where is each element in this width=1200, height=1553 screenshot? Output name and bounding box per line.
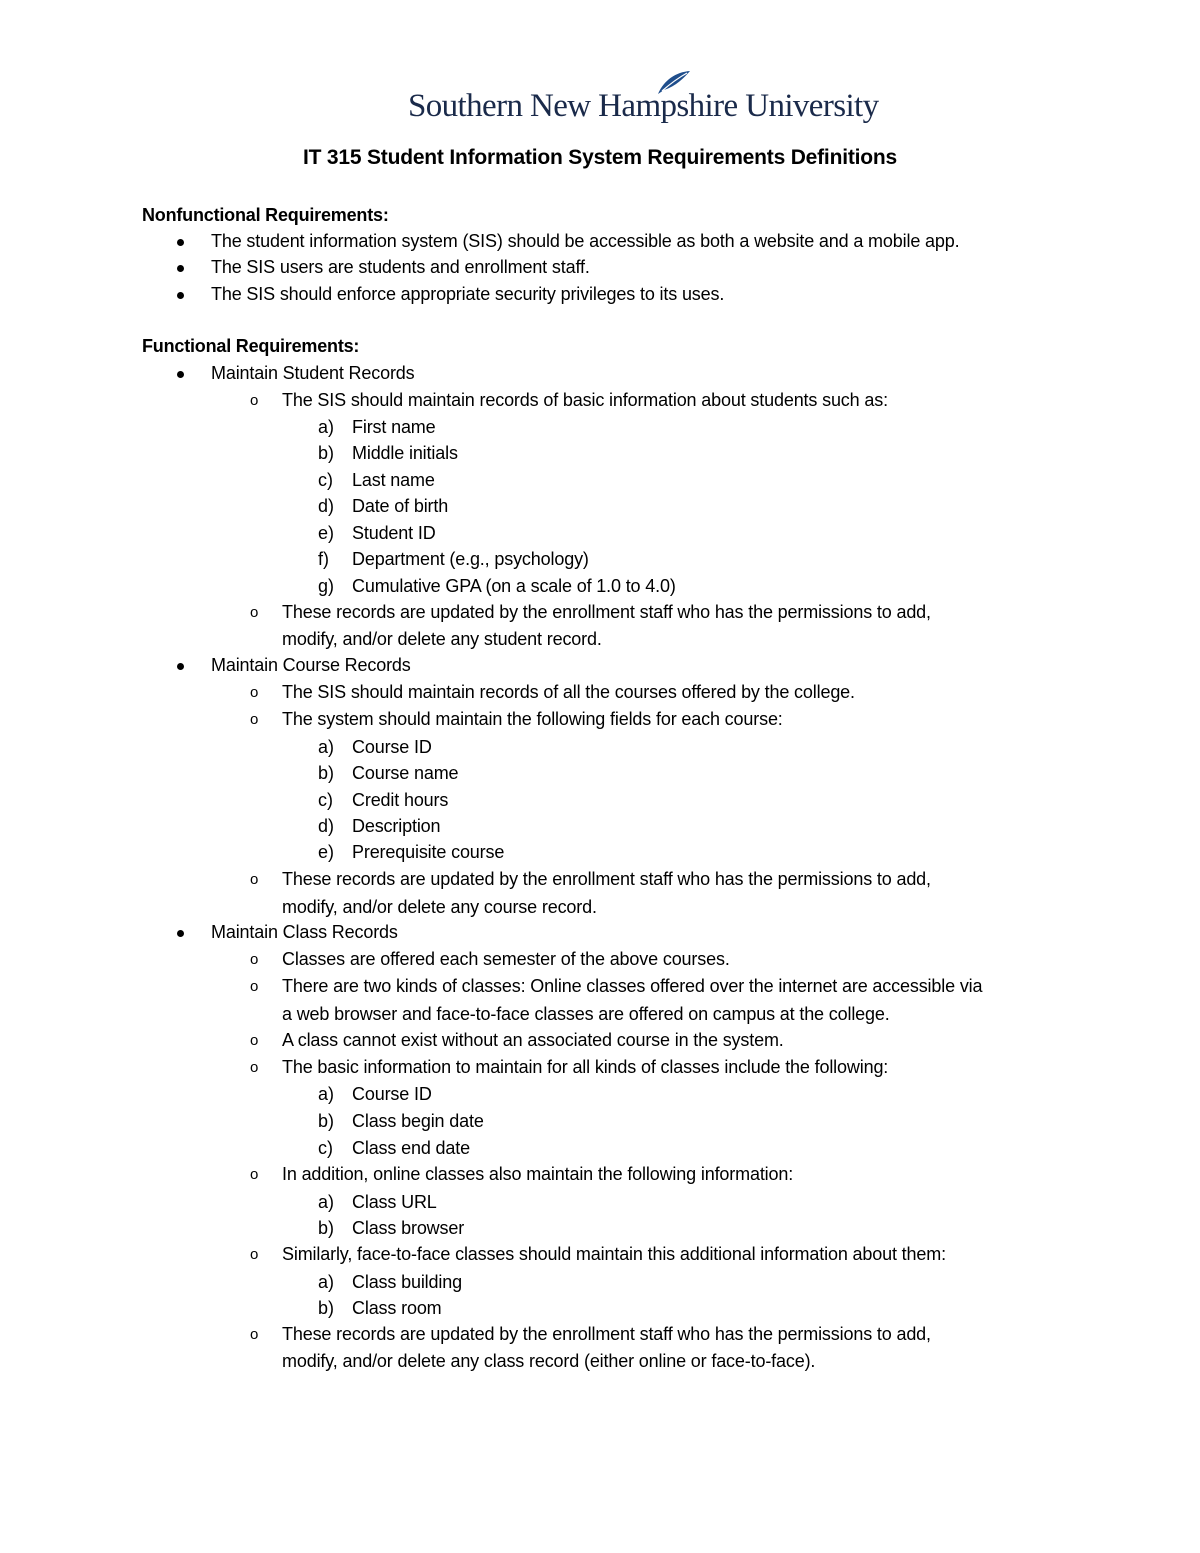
- class-sub-item: A class cannot exist without an associated course in the system.: [282, 1030, 784, 1050]
- class-sub-item: The basic information to maintain for all kinds of classes include the following:: [282, 1057, 889, 1077]
- field-marker: a): [318, 737, 335, 757]
- leaf-icon: [656, 70, 692, 96]
- class-basic-field: Course ID: [352, 1084, 432, 1104]
- field-marker: a): [318, 417, 335, 437]
- field-marker: c): [318, 1138, 333, 1158]
- nonfunctional-heading: Nonfunctional Requirements:: [142, 205, 389, 225]
- class-sub-item-continued: modify, and/or delete any class record (either online or face-to-face).: [282, 1351, 816, 1371]
- field-marker: a): [318, 1084, 335, 1104]
- class-f2f-field: Class building: [352, 1272, 462, 1292]
- sub-bullet-icon: o: [250, 711, 259, 728]
- field-marker: a): [318, 1272, 335, 1292]
- snhu-logo: [408, 70, 879, 132]
- course-field: Prerequisite course: [352, 842, 505, 862]
- field-marker: b): [318, 1111, 335, 1131]
- sub-bullet-icon: o: [250, 1246, 259, 1263]
- class-basic-field: Class begin date: [352, 1111, 484, 1131]
- class-online-field: Class browser: [352, 1218, 465, 1238]
- bullet-icon: [177, 371, 184, 378]
- student-field: Last name: [352, 470, 435, 490]
- course-field: Description: [352, 816, 441, 836]
- student-field: Date of birth: [352, 496, 449, 516]
- bullet-icon: [177, 292, 184, 299]
- course-sub-item: The SIS should maintain records of all the courses offered by the college.: [282, 682, 855, 702]
- bullet-icon: [177, 265, 184, 272]
- student-sub-item: These records are updated by the enrollment staff who has the permissions to add,: [282, 602, 931, 622]
- sub-bullet-icon: o: [250, 1059, 259, 1076]
- class-sub-item: Classes are offered each semester of the above courses.: [282, 949, 730, 969]
- sub-bullet-icon: o: [250, 604, 259, 621]
- sub-bullet-icon: o: [250, 684, 259, 701]
- field-marker: a): [318, 1192, 335, 1212]
- student-field: Cumulative GPA (on a scale of 1.0 to 4.0): [352, 576, 676, 596]
- course-sub-item: The system should maintain the following fields for each course:: [282, 709, 783, 729]
- student-field: First name: [352, 417, 436, 437]
- sub-bullet-icon: o: [250, 392, 259, 409]
- class-records-label: Maintain Class Records: [211, 922, 398, 942]
- class-f2f-field: Class room: [352, 1298, 442, 1318]
- field-marker: g): [318, 576, 335, 596]
- student-sub-item: The SIS should maintain records of basic information about students such as:: [282, 390, 888, 410]
- course-field: Course name: [352, 763, 459, 783]
- student-field: Department (e.g., psychology): [352, 549, 589, 569]
- student-records-label: Maintain Student Records: [211, 363, 415, 383]
- class-sub-item: There are two kinds of classes: Online classes offered over the internet are accessible via: [282, 976, 983, 996]
- field-marker: e): [318, 523, 335, 543]
- sub-bullet-icon: o: [250, 871, 259, 888]
- course-sub-item: These records are updated by the enrollment staff who has the permissions to add,: [282, 869, 931, 889]
- functional-heading: Functional Requirements:: [142, 336, 360, 356]
- sub-bullet-icon: o: [250, 978, 259, 995]
- document-title: IT 315 Student Information System Requirements Definitions: [303, 146, 897, 169]
- student-field: Middle initials: [352, 443, 458, 463]
- nonfunctional-item: The SIS users are students and enrollment staff.: [211, 257, 590, 277]
- class-sub-item: Similarly, face-to-face classes should maintain this additional information about them:: [282, 1244, 946, 1264]
- course-field: Credit hours: [352, 790, 449, 810]
- field-marker: b): [318, 1218, 335, 1238]
- field-marker: b): [318, 763, 335, 783]
- sub-bullet-icon: o: [250, 951, 259, 968]
- nonfunctional-item: The student information system (SIS) should be accessible as both a website and a mobile app.: [211, 231, 960, 251]
- course-field: Course ID: [352, 737, 432, 757]
- field-marker: b): [318, 1298, 335, 1318]
- bullet-icon: [177, 239, 184, 246]
- field-marker: c): [318, 470, 333, 490]
- course-sub-item-continued: modify, and/or delete any course record.: [282, 897, 597, 917]
- field-marker: f): [318, 549, 329, 569]
- class-online-field: Class URL: [352, 1192, 437, 1212]
- logo-wordmark: Southern New Hampshire University: [408, 88, 879, 124]
- nonfunctional-item: The SIS should enforce appropriate security privileges to its uses.: [211, 284, 725, 304]
- field-marker: d): [318, 816, 335, 836]
- class-basic-field: Class end date: [352, 1138, 470, 1158]
- class-sub-item: These records are updated by the enrollment staff who has the permissions to add,: [282, 1324, 931, 1344]
- sub-bullet-icon: o: [250, 1166, 259, 1183]
- field-marker: c): [318, 790, 333, 810]
- bullet-icon: [177, 663, 184, 670]
- student-sub-item-continued: modify, and/or delete any student record.: [282, 629, 602, 649]
- field-marker: e): [318, 842, 335, 862]
- class-sub-item: In addition, online classes also maintain the following information:: [282, 1164, 794, 1184]
- course-records-label: Maintain Course Records: [211, 655, 411, 675]
- field-marker: b): [318, 443, 335, 463]
- student-field: Student ID: [352, 523, 436, 543]
- class-sub-item-continued: a web browser and face-to-face classes are offered on campus at the college.: [282, 1004, 890, 1024]
- sub-bullet-icon: o: [250, 1326, 259, 1343]
- sub-bullet-icon: o: [250, 1032, 259, 1049]
- bullet-icon: [177, 930, 184, 937]
- field-marker: d): [318, 496, 335, 516]
